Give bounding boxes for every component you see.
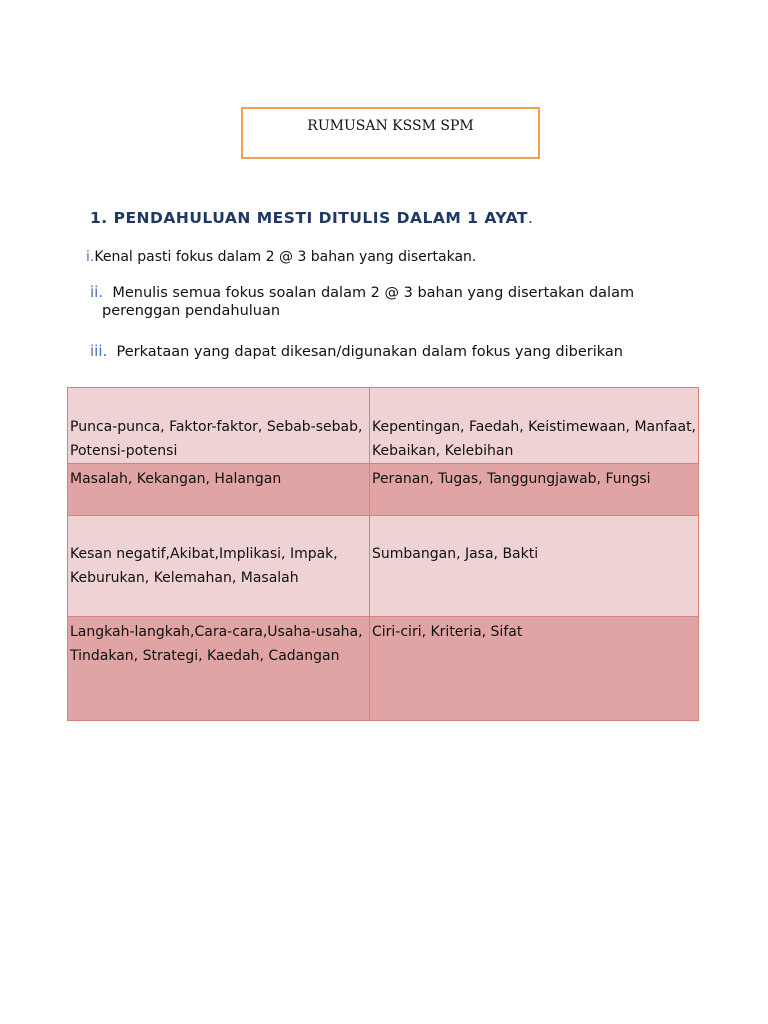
- heading-trailing-period: .: [527, 209, 534, 227]
- table-cell-left: Masalah, Kekangan, Halangan: [68, 464, 370, 516]
- table-row: [68, 388, 699, 464]
- point-ii: [90, 283, 634, 320]
- point-i-numeral: i.: [86, 249, 95, 265]
- heading-text: . PENDAHULUAN MESTI DITULIS DALAM 1 AYAT: [101, 209, 528, 227]
- title-box: [241, 107, 540, 159]
- point-ii-text-line1: Menulis semua fokus soalan dalam 2 @ 3 bahan yang disertakan dalam: [103, 285, 635, 301]
- point-ii-numeral: ii.: [90, 283, 104, 301]
- point-ii-text-line2: perenggan pendahuluan: [102, 303, 281, 319]
- point-iii-text: Perkataan yang dapat dikesan/digunakan dalam fokus yang diberikan: [107, 344, 623, 360]
- point-iii: [90, 342, 623, 361]
- table-row: [68, 617, 699, 721]
- table-cell-right: Peranan, Tugas, Tanggungjawab, Fungsi: [370, 464, 699, 516]
- table-cell-right: Ciri-ciri, Kriteria, Sifat: [370, 617, 699, 721]
- point-i-text: Kenal pasti fokus dalam 2 @ 3 bahan yang disertakan.: [94, 249, 477, 265]
- table-row: [68, 464, 699, 516]
- table-cell-left: Kesan negatif,Akibat,Implikasi, Impak, Keburukan, Kelemahan, Masalah: [68, 516, 370, 617]
- heading-number: 1: [90, 209, 102, 227]
- table-cell-right: Sumbangan, Jasa, Bakti: [370, 516, 699, 617]
- table-cell-left: Punca-punca, Faktor-faktor, Sebab-sebab, Potensi-potensi: [68, 388, 370, 464]
- table-row: [68, 516, 699, 617]
- section-heading: [90, 209, 533, 227]
- document-title: RUMUSAN KSSM SPM: [307, 118, 474, 134]
- keyword-table: [67, 387, 699, 721]
- point-iii-numeral: iii.: [90, 342, 108, 360]
- table-cell-right: Kepentingan, Faedah, Keistimewaan, Manfaat, Kebaikan, Kelebihan: [370, 388, 699, 464]
- table-cell-left: Langkah-langkah,Cara-cara,Usaha-usaha, Tindakan, Strategi, Kaedah, Cadangan: [68, 617, 370, 721]
- point-i: [86, 248, 476, 266]
